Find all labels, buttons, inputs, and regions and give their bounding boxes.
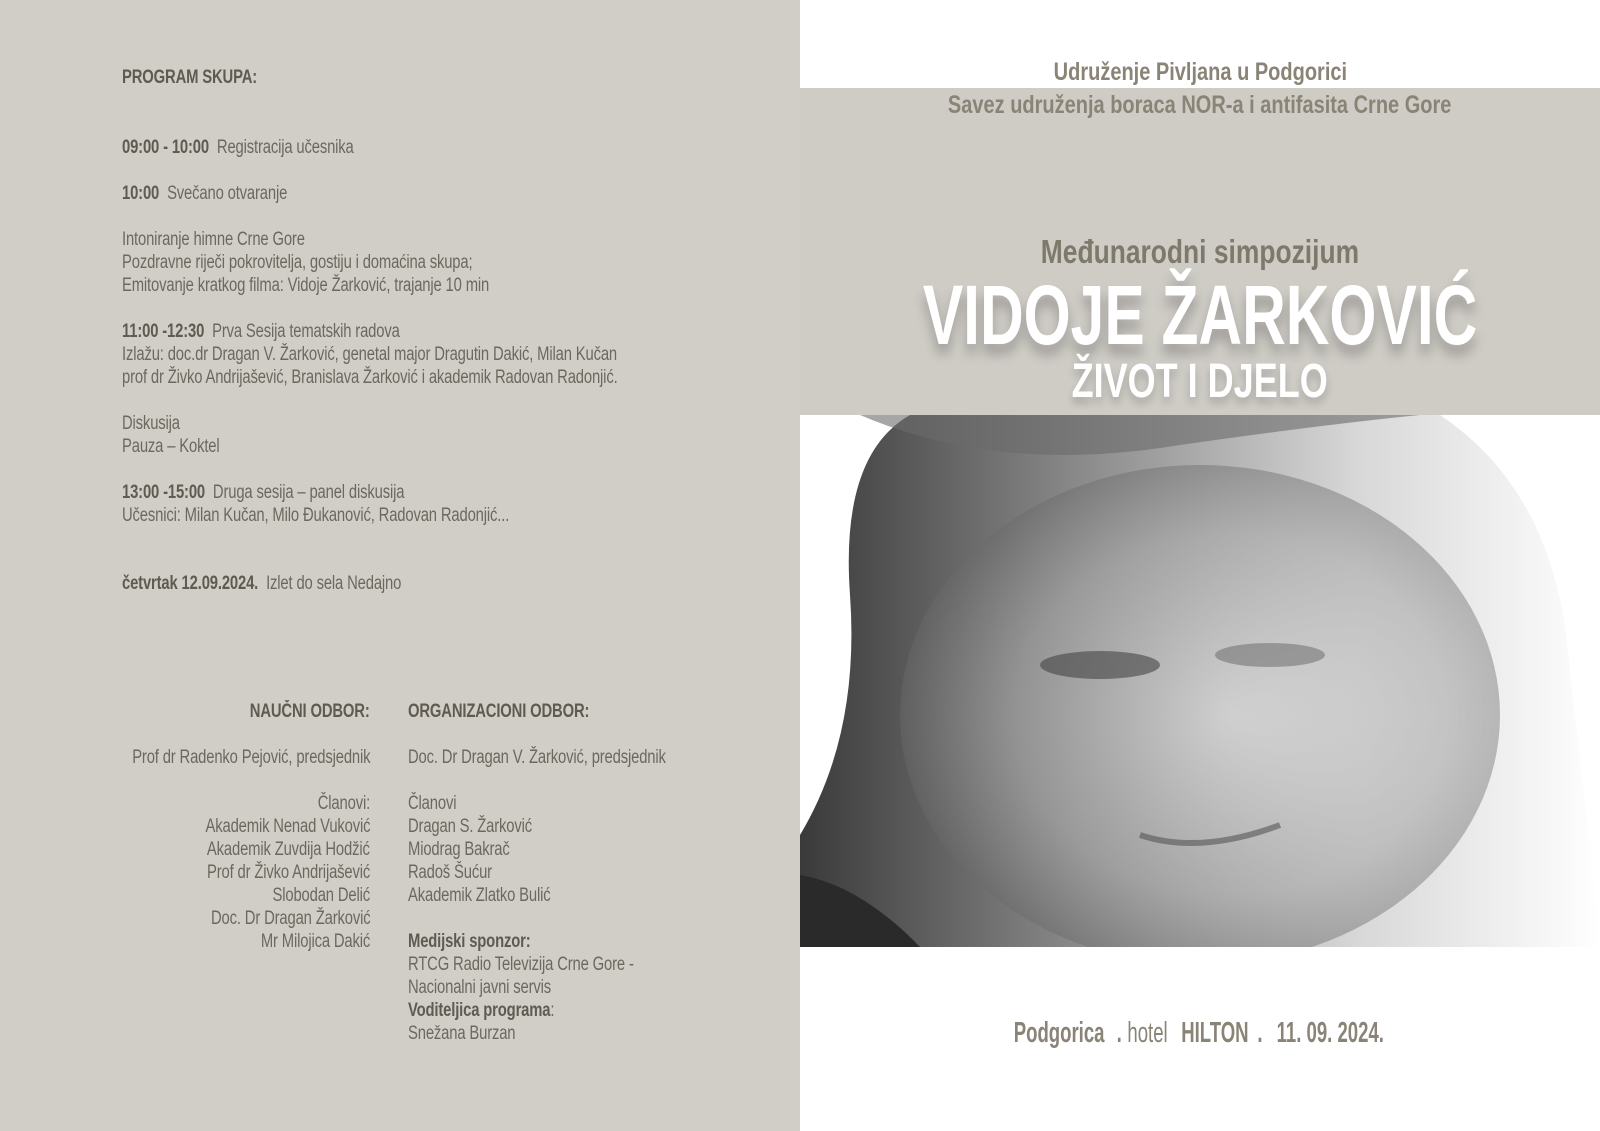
scientific-board-president: Prof dr Radenko Pejović, predsjednik [131,747,370,768]
scientific-board-heading: NAUČNI ODBOR: [250,701,370,722]
session1-line: prof dr Živko Andrijašević, Branislava Žarković i akademik Radovan Radonjić. [122,367,618,388]
organizing-board-heading: ORGANIZACIONI ODBOR: [408,701,590,722]
organizing-board-member: Radoš Šućur [408,862,492,883]
organizing-board-president: Doc. Dr Dragan V. Žarković, predsjednik [408,747,666,768]
media-sponsor-label: Medijski sponzor: [408,931,531,952]
symposium-subtitle: Međunarodni simpozijum [1040,233,1360,270]
media-sponsor-line: Nacionalni javni servis [408,977,552,998]
opening-line: Emitovanje kratkog filma: Vidoje Žarković, trajanje 10 min [122,275,490,296]
scientific-board-member: Akademik Zuvdija Hodžić [207,839,370,860]
break-line: Diskusija [122,413,180,434]
organizing-board-members-label: Članovi [408,793,457,814]
symposium-title-2: ŽIVOT I DJELO [1071,355,1329,408]
scientific-board-members-label: Članovi: [317,793,370,814]
session2-line: Učesnici: Milan Kučan, Milo Đukanović, Radovan Radonjić... [122,505,510,526]
organizer-2: Savez udruženja boraca NOR-a i antifasita Crne Gore [948,91,1452,119]
media-sponsor-line: RTCG Radio Televizija Crne Gore - [408,954,634,975]
scientific-board-member: Akademik Nenad Vuković [205,816,370,837]
scientific-board-member: Prof dr Živko Andrijašević [206,862,370,883]
organizing-board-member: Akademik Zlatko Bulić [408,885,551,906]
symposium-title: VIDOJE ŽARKOVIĆ [922,268,1478,362]
scientific-board-member: Mr Milojica Dakić [260,931,370,952]
portrait-photo [800,415,1600,947]
organizer-1: Udruženje Pivljana u Podgorici [1053,58,1347,86]
opening-line: Pozdravne riječi pokrovitelja, gostiju i domaćina skupa; [122,252,473,273]
cover-page [800,0,1600,1131]
organizing-board-member: Dragan S. Žarković [408,816,533,837]
program-item: 10:00 Svečano otvaranje [122,183,288,204]
program-heading: PROGRAM SKUPA: [122,67,258,88]
break-line: Pauza – Koktel [122,436,220,457]
organizing-board-member: Miodrag Bakrač [408,839,510,860]
host-name: Snežana Burzan [408,1023,516,1044]
session2: 13:00 -15:00 Druga sesija – panel diskusija [122,482,405,503]
program-item: 09:00 - 10:00 Registracija učesnika [122,137,354,158]
host-label: Voditeljica programa: [408,1000,555,1021]
session1: 11:00 -12:30 Prva Sesija tematskih radova [122,321,400,342]
session1-line: Izlažu: doc.dr Dragan V. Žarković, genetal major Dragutin Dakić, Milan Kučan [122,344,618,365]
scientific-board-member: Doc. Dr Dragan Žarković [210,908,370,929]
event-footer: Podgorica.hotelHILTON.11. 09. 2024. [1013,1017,1385,1049]
excursion: četvrtak 12.09.2024. Izlet do sela Nedajno [122,573,402,594]
scientific-board-member: Slobodan Delić [272,885,370,906]
opening-line: Intoniranje himne Crne Gore [122,229,305,250]
